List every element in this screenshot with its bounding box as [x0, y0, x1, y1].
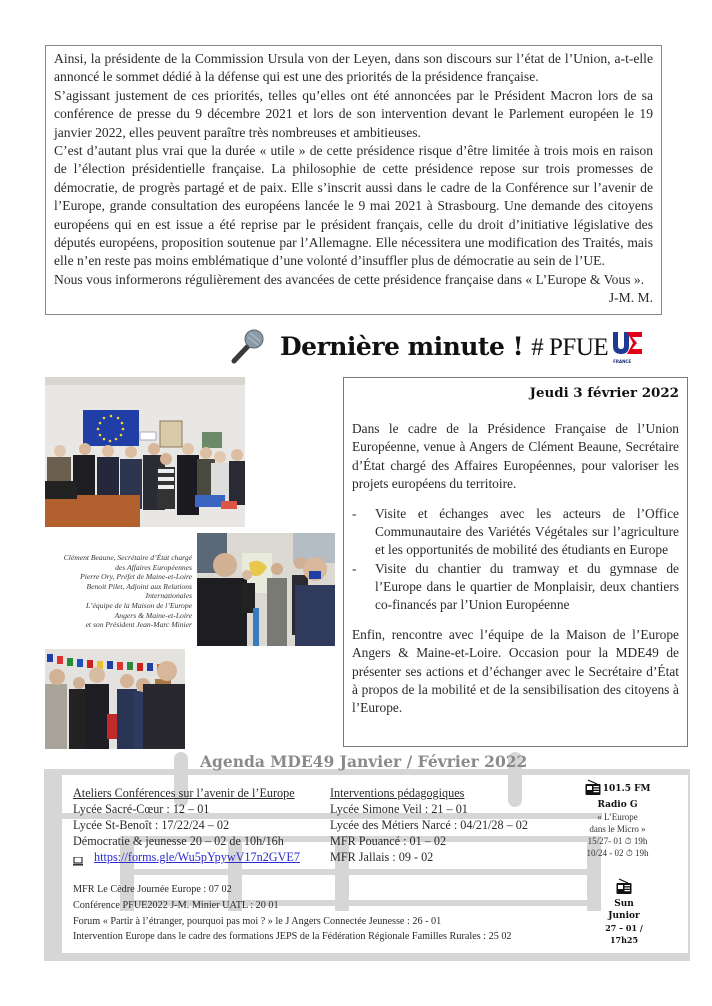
laptop-icon [73, 854, 83, 862]
event-intro: Dans le cadre de la Présidence Française de l’Union Européenne, venue à Angers de Clément Beaune, Secrétaire d’État chargé des Affaires Européennes, pour valoriser les projets européens du territoire. [352, 421, 679, 491]
agenda-item: Lycée St-Benoît : 17/22/24 – 02 [73, 818, 230, 832]
group-photo-eu-flag [45, 377, 245, 527]
agenda-link-row [73, 849, 300, 865]
caption-line: Benoit Pilet, Adjoint aux Relations [86, 581, 192, 591]
radio-icon-wrap [604, 878, 644, 898]
caption-line: des Affaires Européennes [115, 562, 192, 572]
decorative-bar [120, 869, 590, 875]
flags-room-photo [45, 649, 185, 749]
radio-line: dans le Micro » [589, 824, 646, 834]
event-closing: Enfin, rencontre avec l’équipe de la Maison de l’Europe Angers & Maine-et-Loire. Occasion pour la MDE49 de présenter ses actions et d’échanger avec le Secrétaire d’État à propos de la mobilité et de la sensibilisation des citoyens à l’Europe. [352, 627, 679, 716]
event-article [343, 377, 688, 747]
caption-line: Angers & Maine-et-Loire [114, 610, 192, 620]
agenda-item: Forum « Partir à l’étranger, pourquoi pas moi ? » le J Angers Connectée Jeunesse : 26 - 01 [73, 915, 442, 927]
sun-junior-block [604, 878, 644, 946]
photo-caption [40, 553, 192, 630]
agenda-item: MFR Pouancé : 01 – 02 [330, 834, 447, 848]
radio-line: « L’Europe [597, 812, 638, 822]
headline-hashtag: # PFUE [531, 334, 609, 361]
agenda-item: Lycée des Métiers Narcé : 04/21/28 – 02 [330, 818, 528, 832]
interventions-heading: Interventions pédagogiques [330, 786, 465, 800]
headline [228, 322, 688, 372]
radio-icon [585, 779, 601, 799]
intro-article [45, 45, 662, 315]
sun-junior-name: Junior [608, 911, 640, 921]
logo-caption: FRANCE [613, 359, 632, 364]
signature: J-M. M. [608, 290, 653, 306]
agenda-title: Agenda MDE49 Janvier / Février 2022 [200, 752, 528, 771]
radio-icon [616, 878, 632, 898]
headline-title [280, 332, 608, 362]
agenda-item: Conférence PFUE2022 J-M. Minier UATL : 20 01 [73, 899, 279, 911]
radio-station: Radio G [597, 800, 638, 810]
sun-junior-time: 17h25 [609, 935, 639, 945]
agenda-col-workshops [73, 785, 300, 865]
agenda-col-interventions [330, 785, 528, 865]
agenda-item: MFR Le Cèdre Journée Europe : 07 02 [73, 884, 232, 895]
agenda-bottom-list [73, 882, 512, 945]
event-bullet: - Visite et échanges avec les acteurs de l’Office Communautaire des Variétés Végétales sur l’agriculture et les opportunités de mobilité des étudiants en Europe [375, 505, 679, 560]
intro-paragraph: S’agissant justement de ces priorités, telles qu’elles ont été annoncées par le Président Macron lors de sa conférence de presse du 9 décembre 2021 et lors de son intervention devant le Parlement européen le 19 janvier 2022, elles peuvent paraître très nombreuses et ambitieuses. [54, 87, 653, 140]
radio-line: 15/27- 01 ⏱ 19h [587, 836, 648, 846]
agenda-item: Intervention Europe dans le cadre des formations JEPS de la Fédération Régionale Familles Rurales : 25 02 [73, 931, 512, 943]
agenda-item: Démocratie & jeunesse 20 – 02 de 10h/16h [73, 834, 284, 848]
radio-line: 10/24 - 02 ⏱ 19h [586, 848, 649, 858]
event-date: Jeudi 3 février 2022 [529, 385, 679, 401]
agenda-item: Lycée Sacré-Cœur : 12 – 01 [73, 802, 210, 816]
caption-line: et son Président Jean-Marc Minier [85, 620, 192, 630]
agenda-item: MFR Jallais : 09 - 02 [330, 850, 434, 864]
event-bullet: - Visite du chantier du tramway et du gymnase de l’Europe dans le quartier de Monplaisir, deux chantiers co-financés par l’Union Européenne [375, 560, 679, 615]
radio-g-block [560, 779, 675, 859]
sun-junior-date: 27 – 01 / [605, 923, 643, 933]
caption-line: L’équipe de la Maison de l’Europe [86, 600, 192, 610]
event-bullets [352, 505, 679, 614]
intro-paragraph: C’est d’autant plus vrai que la durée « utile » de cette présidence risque d’être limitée à trois mois en raison de l’élection présidentielle française. La philosophie de cette présidence repose sur trois promesses de démocratie, de progrès partagé et de paix. Elle s’inscrit aussi dans le cadre de la Conférence sur l’avenir de l’Europe, grande consultation des européens lancée le 9 mai 2021 à Strasbourg. Une demande des citoyens européens qui en est issue a été reprise par le président français, celle du droit d’initiative législative des députés européens, proposition soutenue par l’Allemagne. Elle nécessitera une modification des Traités, mais elle n’en reste pas moins emblématique d’une volonté d’insuffler plus de démocratie au sein de l’UE. [54, 143, 653, 269]
forms-link[interactable]: https://forms.gle/Wu5pYpywV17n2GVE7 [94, 850, 300, 864]
caption-line: Internationales [145, 591, 192, 601]
caption-line: Clément Beaune, Secrétaire d’État chargé [63, 553, 192, 562]
agenda-item: Lycée Simone Veil : 21 – 01 [330, 802, 468, 816]
workshops-heading: Ateliers Conférences sur l’avenir de l’Europe [73, 786, 295, 800]
intro-paragraph: Nous vous informerons régulièrement des avancées de cette présidence française dans « L’Europe & Vous ». [54, 271, 645, 287]
caption-line: Pierre Ory, Préfet de Maine-et-Loire [80, 572, 192, 582]
radio-frequency: 101.5 FM [602, 784, 651, 795]
meeting-photo [197, 533, 335, 646]
ue-france-logo [610, 330, 644, 364]
radio-g-header [560, 779, 675, 799]
intro-paragraph: Ainsi, la présidente de la Commission Ursula von der Leyen, dans son discours sur l’état de l’Union, a-t-elle annoncé le sommet dédié à la défense qui est une des priorités de la présidence française. [54, 51, 653, 85]
microphone-icon [228, 328, 266, 366]
sun-junior-name: Sun [614, 899, 634, 909]
intro-closing [54, 271, 653, 306]
headline-main: Dernière minute ! [280, 332, 524, 361]
